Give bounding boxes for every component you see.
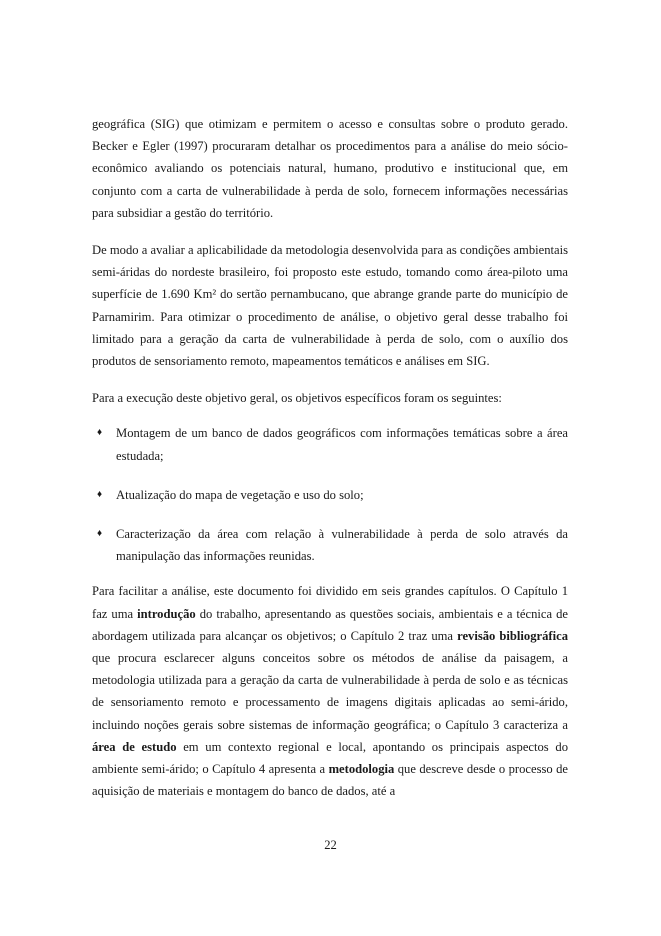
list-item-text: Caracterização da área com relação à vulnerabilidade à perda de solo através da manipulação das informações reunidas. bbox=[116, 527, 568, 564]
objectives-list bbox=[92, 422, 568, 567]
list-item bbox=[92, 422, 568, 466]
diamond-bullet-icon: ♦ bbox=[97, 488, 103, 500]
chapter-overview-text: Para facilitar a análise, este documento foi dividido em seis grandes capítulos. O Capítulo 1 faz uma bbox=[92, 584, 568, 621]
bold-term-area-estudo: área de estudo bbox=[92, 739, 177, 754]
chapter-overview-text: que procura esclarecer alguns conceitos sobre os métodos de análise da paisagem, a metodologia utilizada para a geração da carta de vulnerabilidade à perda de solo e as técnicas de sensoriamento remoto e processamento de imagens digitais aplicadas ao semi-árido, incluindo noções gerais sobre sistemas de informação geográfica; o Capítulo 3 caracteriza a bbox=[92, 651, 568, 732]
paragraph-study-purpose: De modo a avaliar a aplicabilidade da metodologia desenvolvida para as condições ambientais semi-áridas do nordeste brasileiro, foi proposto este estudo, tomando como área-piloto uma superfície de 1.690 Km² do sertão pernambucano, que abrange grande parte do município de Parnamirim. Para otimizar o procedimento de análise, o objetivo geral desse trabalho foi limitado para a geração da carta de vulnerabilidade à perda de solo, com o auxílio dos produtos de sensoriamento remoto, mapeamentos temáticos e análises em SIG. bbox=[92, 243, 568, 369]
chapter-overview-text: em um contexto regional e local, apontando os principais aspectos do ambiente semi-árido; o Capítulo 4 apresenta a bbox=[92, 739, 568, 777]
document-page bbox=[92, 113, 568, 802]
bold-term-revisao: revisão bibliográfica bbox=[457, 628, 568, 643]
bold-term-introducao: introdução bbox=[137, 606, 196, 621]
paragraph-specific-objectives-intro: Para a execução deste objetivo geral, os objetivos específicos foram os seguintes: bbox=[92, 391, 502, 406]
list-item-text: Atualização do mapa de vegetação e uso do solo; bbox=[116, 487, 364, 502]
page-number: 22 bbox=[324, 838, 337, 852]
paragraph-sig-intro: geográfica (SIG) que otimizam e permitem o acesso e consultas sobre o produto gerado. Becker e Egler (1997) procuraram detalhar os procedimentos para a análise do meio sócio-econômico avaliando os potenciais natural, humano, produtivo e institucional que, em conjunto com a carta de vulnerabilidade à perda de solo, fornecem informações necessárias para subsidiar a gestão do território. bbox=[92, 117, 568, 220]
diamond-bullet-icon: ♦ bbox=[97, 427, 103, 439]
chapter-overview-text: do trabalho, apresentando as questões sociais, ambientais e a técnica de abordagem utilizada para alcançar os objetivos; o Capítulo 2 traz uma bbox=[92, 606, 569, 643]
chapter-overview-text: que descreve desde o processo de aquisição de materiais e montagem do banco de dados, até a bbox=[92, 762, 568, 799]
list-item bbox=[92, 523, 568, 567]
paragraph-chapter-overview bbox=[92, 580, 568, 802]
bold-term-metodologia: metodologia bbox=[328, 762, 395, 777]
diamond-bullet-icon: ♦ bbox=[97, 528, 103, 540]
list-item bbox=[92, 484, 568, 506]
list-item-text: Montagem de um banco de dados geográficos com informações temáticas sobre a área estudada; bbox=[116, 426, 568, 463]
